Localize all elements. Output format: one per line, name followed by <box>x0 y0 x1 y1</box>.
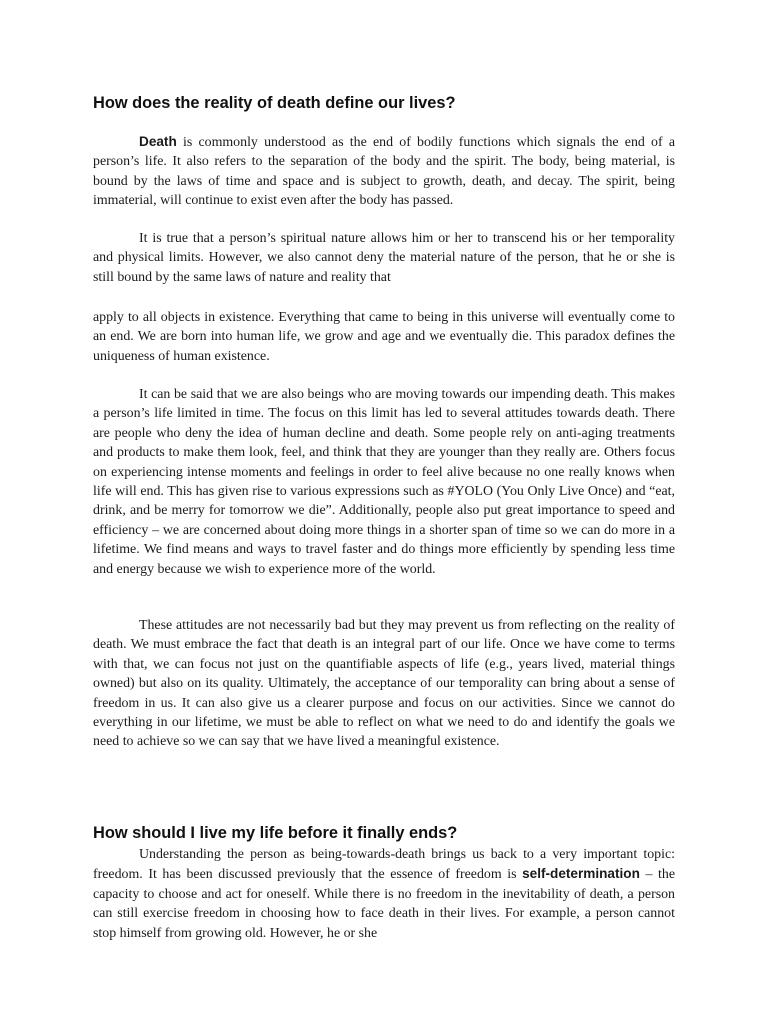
section-heading-live-life: How should I live my life before it finally ends? <box>93 824 458 842</box>
paragraph-death-definition <box>93 132 675 211</box>
paragraph-attitudes-towards-death: It can be said that we are also beings who are moving towards our impending death. This makes a person’s life limited in time. The focus on this limit has led to several attitudes towards death. There are people who deny the idea of human decline and death. Some people rely on anti-aging treatments and products to make them look, feel, and think that they are younger than they really are. Others focus on experiencing intense moments and feelings in order to feel alive because no one really knows when life will end. This has given rise to various expressions such as #YOLO (You Only Live Once) and “eat, drink, and be merry for tomorrow we die”. Additionally, people also put great importance to speed and efficiency – we are concerned about doing more things in a shorter span of time so we can do more in a lifetime. We find means and ways to travel faster and do things more efficiently by spending less time and energy because we wish to experience more of the world. <box>93 387 675 577</box>
section-heading-death-reality: How does the reality of death define our lives? <box>93 94 456 112</box>
paragraph-text: Understanding the person as being-towards-death brings us back to a very important topic: freedom. It has been discussed previously that the essence of freedom is <box>93 847 675 883</box>
bold-term-self-determination: self-determination <box>522 866 640 882</box>
paragraph-continued-existence: apply to all objects in existence. Everything that came to being in this universe will eventually come to an end. We are born into human life, we grow and age and we eventually die. This paradox defines the uniqueness of human existence. <box>93 310 675 364</box>
paragraph-spiritual-nature: It is true that a person’s spiritual nature allows him or her to transcend his or her temporality and physical limits. However, we also cannot deny the material nature of the person, that he or she is still bound by the same laws of nature and reality that <box>93 231 675 285</box>
paragraph-text: is commonly understood as the end of bodily functions which signals the end of a person’s life. It also refers to the separation of the body and the spirit. The body, being material, is bound by the laws of time and space and is subject to growth, death, and decay. The spirit, being immaterial, will continue to exist even after the body has passed. <box>93 135 675 209</box>
paragraph-embracing-death: These attitudes are not necessarily bad but they may prevent us from reflecting on the reality of death. We must embrace the fact that death is an integral part of our life. Once we have come to terms with that, we can focus not just on the quantifiable aspects of life (e.g., years lived, material things owned) but also on its quality. Ultimately, the acceptance of our temporality can bring about a sense of freedom in us. It can also give us a clearer purpose and focus on our activities. Since we cannot do everything in our lifetime, we must be able to reflect on what we need to do and identify the goals we need to achieve so we can say that we have lived a meaningful existence. <box>93 618 675 750</box>
bold-term-death: Death <box>139 134 177 149</box>
paragraph-freedom <box>93 845 675 943</box>
paragraph-text: – the capacity to choose and act for oneself. While there is no freedom in the inevitability of death, a person can still exercise freedom in choosing how to face death in their lives. For example, a person cannot stop himself from growing old. However, he or she <box>93 867 675 941</box>
